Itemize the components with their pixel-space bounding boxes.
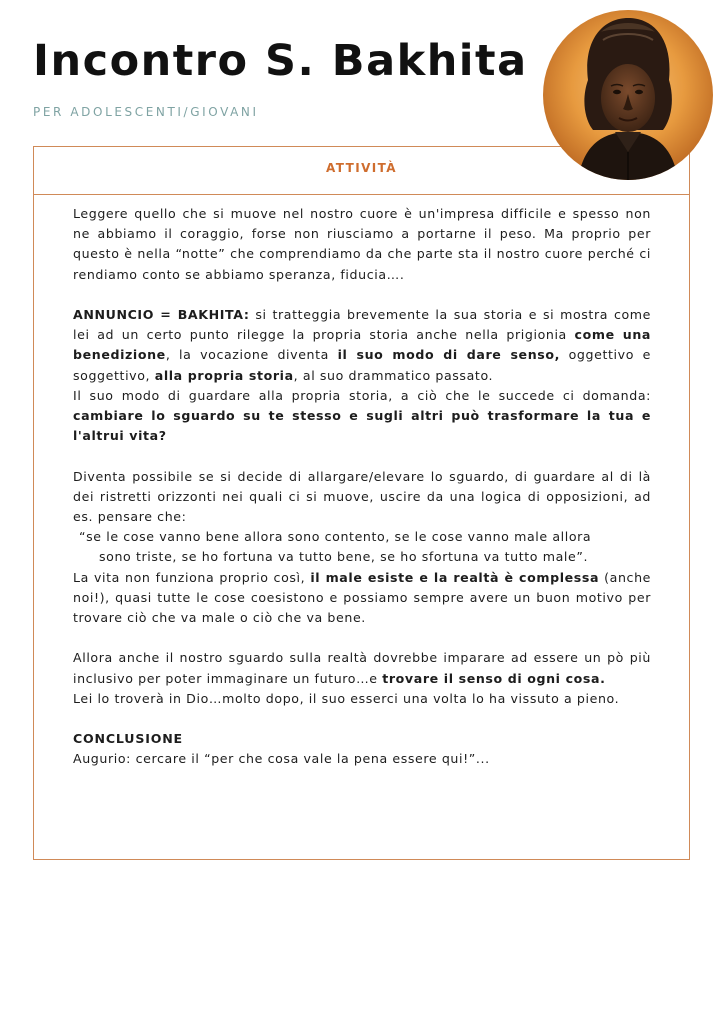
paragraph-annuncio [73,305,651,386]
portrait-saint-bakhita-icon [543,10,713,180]
paragraph-god: Lei lo troverà in Dio…molto dopo, il suo esserci una volta lo ha vissuto a pieno. [73,690,620,706]
bold-text: il suo modo di dare senso, [337,347,560,363]
quote-block [73,527,651,567]
text-span: , la vocazione diventa [165,347,338,363]
conclusion-heading: CONCLUSIONE [73,731,183,747]
paragraph-perspective: Diventa possibile se si decide di allargare/elevare lo sguardo, di guardare al di là dei ristretti orizzonti nei quali ci si muove, uscire da una logica di opposizioni, ad es. pensare che: [73,468,651,525]
section-heading: ATTIVITÀ [326,161,397,175]
paragraph-reality [73,568,651,629]
paragraph-inclusive [73,648,651,688]
text-span: Allora anche il nostro sguardo sulla realtà dovrebbe imparare ad essere un pò più inclusivo per poter immaginare un futuro…e [73,650,651,686]
page-subtitle: PER ADOLESCENTI/GIOVANI [33,105,259,119]
bold-annuncio-label: ANNUNCIO = BAKHITA: [73,307,250,322]
paragraph-question [73,386,651,447]
conclusion-text: Augurio: cercare il “per che cosa vale la pena essere qui!”... [73,751,490,767]
text-span: oggettivo e soggettivo, [73,347,651,383]
quote-line-1: “se le cose vanno bene allora sono contento, se le cose vanno male allora [79,529,592,545]
quote-line-2: sono triste, se ho fortuna va tutto bene, se ho sfortuna va tutto male”. [99,549,589,565]
bold-text: alla propria storia [154,367,294,383]
bold-text: il male esiste e la realtà è complessa [310,569,600,585]
text-span: Il suo modo di guardare alla propria storia, a ciò che le succede ci domanda: [73,387,651,403]
bold-text: come una benedizione [73,327,651,363]
bold-question: cambiare lo sguardo su te stesso e sugli altri può trasformare la tua e l'altrui vita? [73,408,651,444]
portrait-image [543,10,713,180]
text-span: , al suo drammatico passato. [293,367,494,383]
paragraph-intro: Leggere quello che si muove nel nostro cuore è un'impresa difficile e spesso non ne abbiamo il coraggio, forse non riusciamo a portarne il peso. Ma proprio per questo è nella “notte” che comprendiamo da che parte sta il nostro cuore perché ci rendiamo conto se abbiamo speranza, fiducia…. [73,206,651,282]
activity-body [73,204,651,770]
page-title: Incontro S. Bakhita [33,36,528,86]
text-span: (anche noi!), quasi tutte le cose coesistono e possiamo sempre avere un buon motivo per trovare ciò che va male o ciò che va bene. [73,569,651,626]
bold-text: trovare il senso di ogni cosa. [382,670,606,686]
activity-box [33,146,690,860]
text-span: si tratteggia brevemente la sua storia e si mostra come lei ad un certo punto rilegge la propria storia anche nella prigionia [73,307,651,343]
text-span: La vita non funziona proprio così, [73,569,311,585]
